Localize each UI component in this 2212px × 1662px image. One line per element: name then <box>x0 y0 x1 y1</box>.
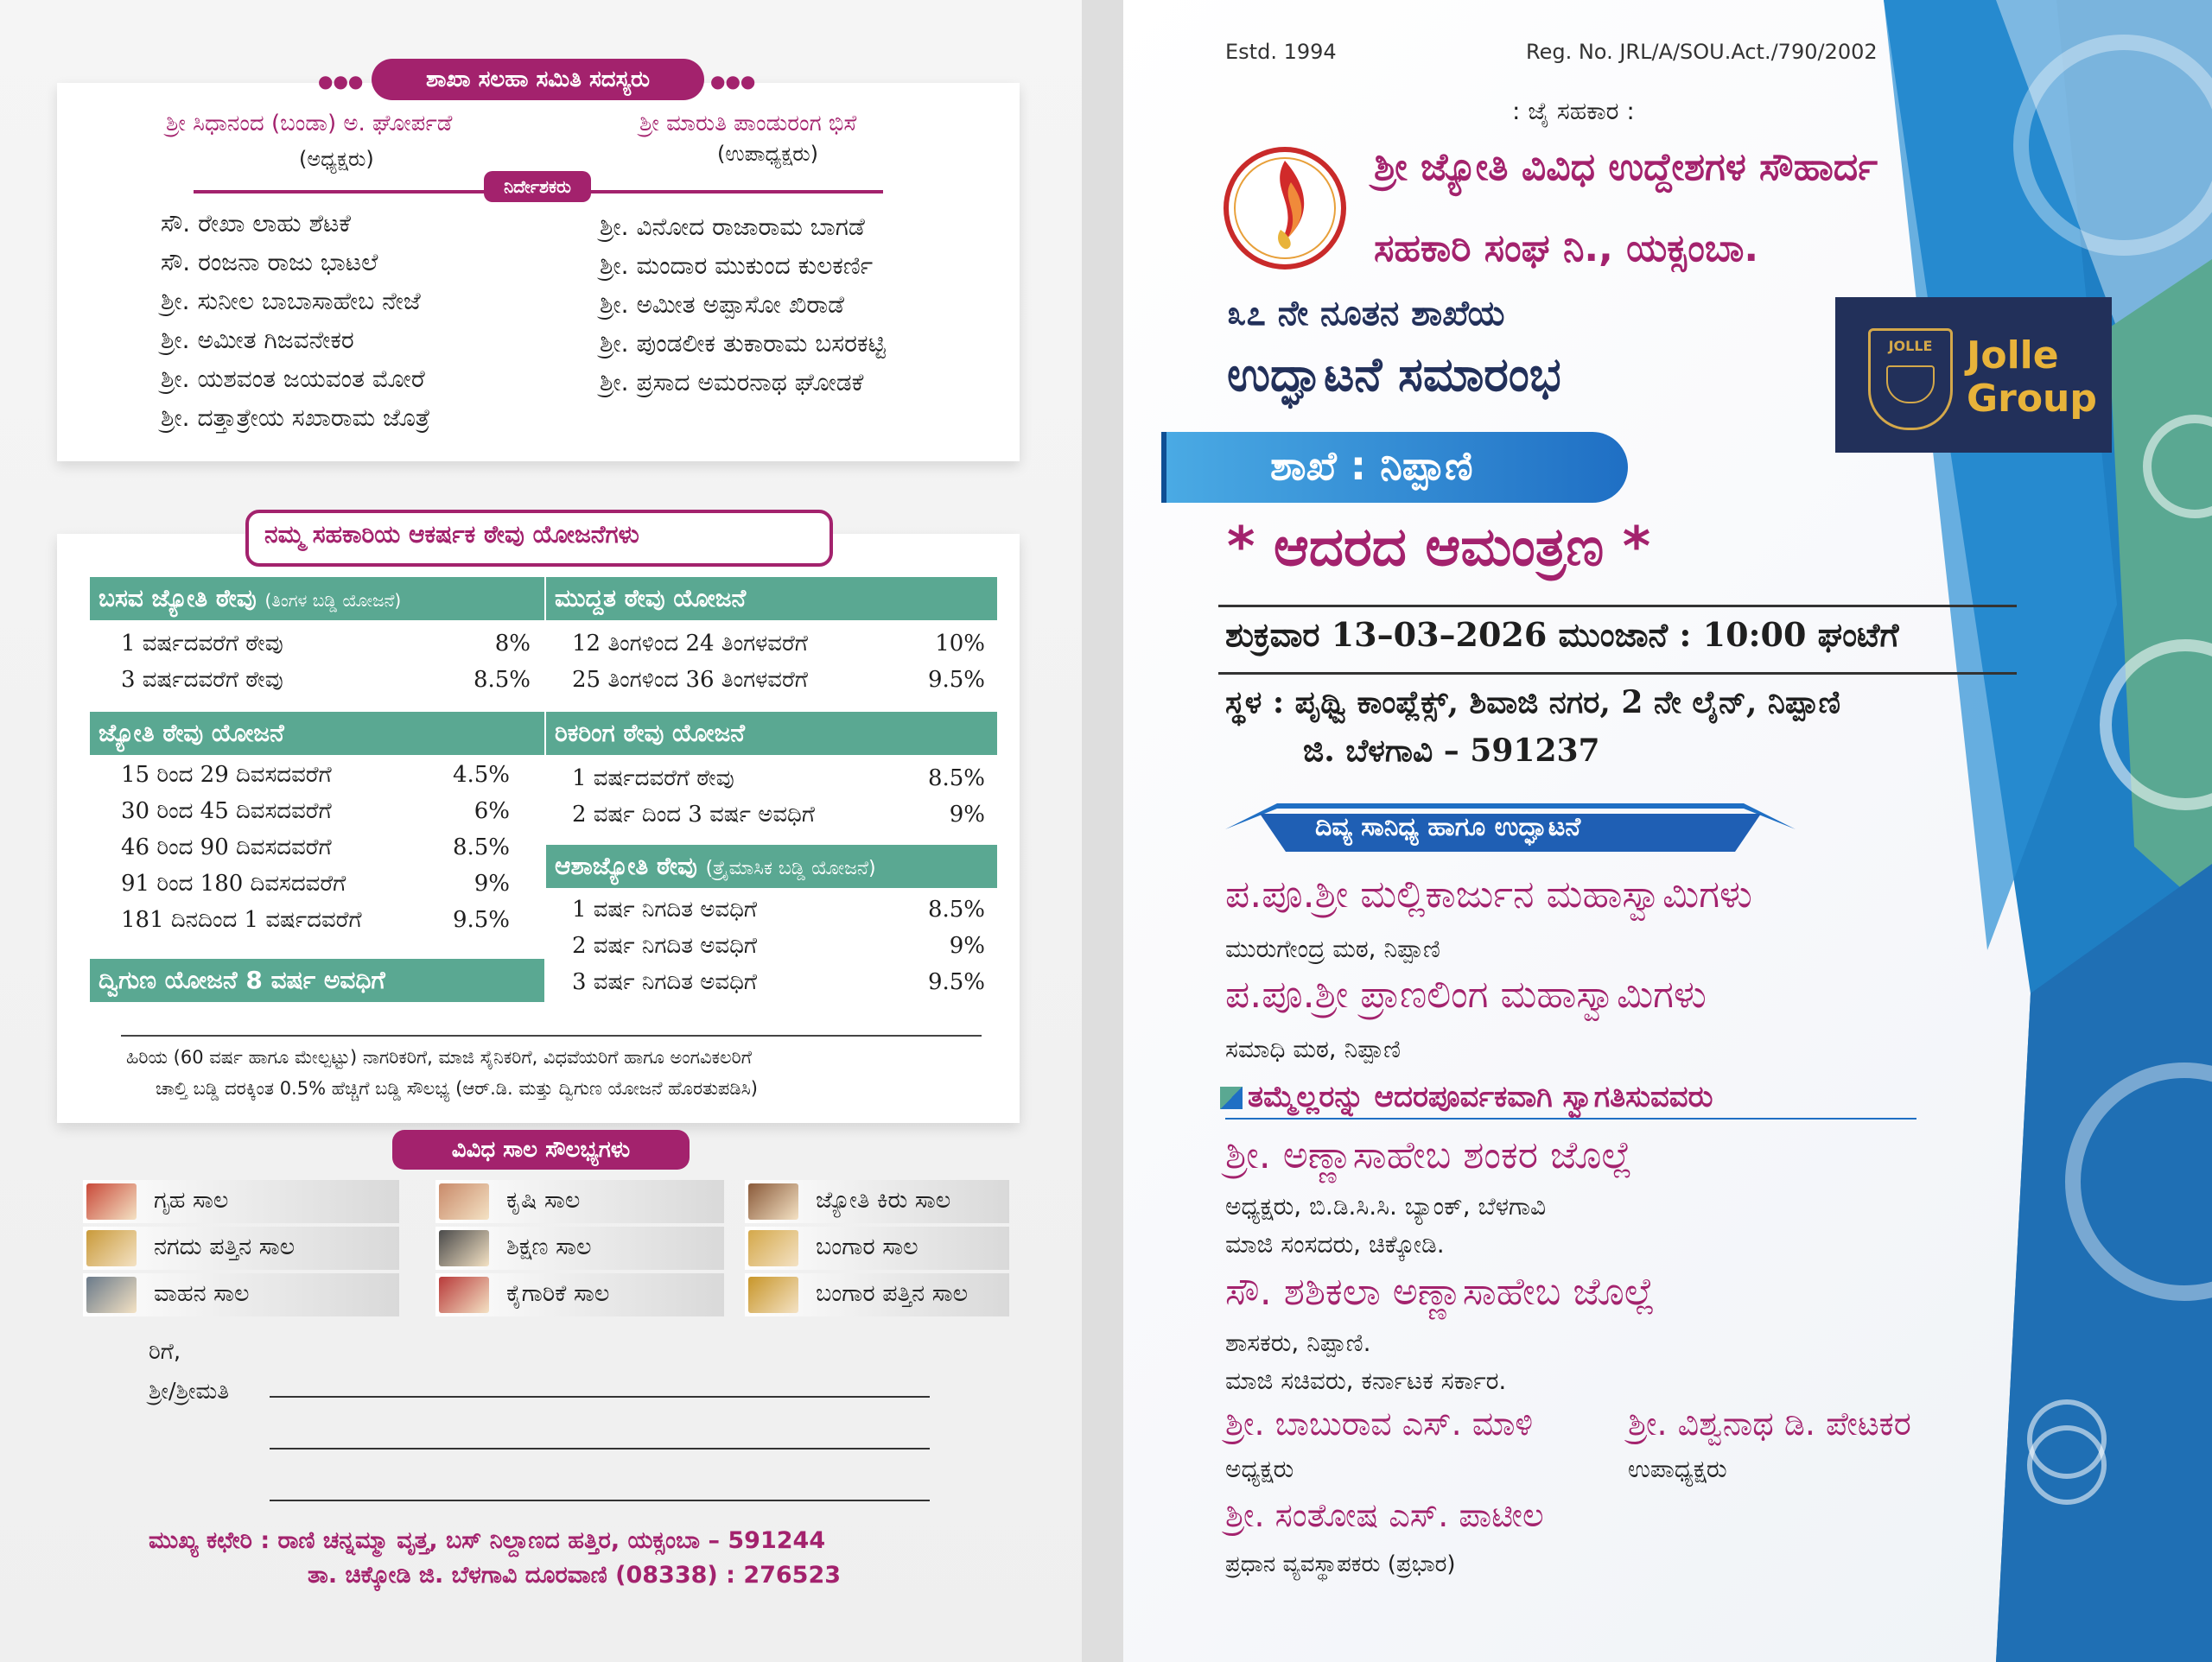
vice-president-role: (ಉಪಾಧ್ಯಕ್ಷರು) <box>717 142 818 166</box>
loan-label: ಶಿಕ್ಷಣ ಸಾಲ <box>506 1234 592 1260</box>
loan-item <box>745 1227 1009 1270</box>
basava-jyoti-title: ಬಸವ ಜ್ಯೋತಿ ಠೇವು <box>99 584 257 612</box>
deposit-term: 1 ವರ್ಷದವರೆಗೆ ಠೇವು <box>121 631 283 657</box>
host-3-name: ಶ್ರೀ. ಬಾಬುರಾವ ಎಸ್. ಮಾಳಿ <box>1225 1405 1534 1443</box>
loan-label: ಕೃಷಿ ಸಾಲ <box>506 1187 581 1214</box>
loan-label: ಬಂಗಾರ ಪತ್ತಿನ ಸಾಲ <box>816 1280 969 1307</box>
asha-jyoti-title: ಆಶಾಜ್ಯೋತಿ ಠೇವು <box>555 852 697 880</box>
president-name: ಶ್ರೀ ಸಿಧಾನಂದ (ಬಂಡಾ) ಅ. ಘೋರ್ಪಡೆ <box>166 111 453 136</box>
host-2-role-2: ಮಾಜಿ ಸಚಿವರು, ಕರ್ನಾಟಕ ಸರ್ಕಾರ. <box>1225 1367 1507 1395</box>
director-name: ಶ್ರೀ. ಅಮೀತ ಅಪ್ಪಾಸೋ ಖಿರಾಡೆ <box>600 290 845 319</box>
event-datetime: ಶುಕ್ರವಾರ 13–03–2026 ಮುಂಜಾನೆ : 10:00 ಘಂಟೆಗೆ <box>1225 615 1899 654</box>
host-4-role: ಉಪಾಧ್ಯಕ್ಷರು <box>1628 1455 1727 1483</box>
director-name: ಶ್ರೀ. ಪುಂಡಲೀಕ ತುಕಾರಾಮ ಬಸರಕಟ್ಟಿ <box>600 329 886 358</box>
loan-item <box>83 1180 399 1223</box>
deposit-rate: 8.5% <box>927 765 985 791</box>
deposit-term: 15 ರಿಂದ 29 ದಿವಸದವರೆಗೆ <box>121 762 332 788</box>
director-name: ಶ್ರೀ. ವಿನೋದ ರಾಜಾರಾಮ ಬಾಗಡೆ <box>600 213 865 241</box>
host-5-role: ಪ್ರಧಾನ ವ್ಯವಸ್ಥಾಪಕರು (ಪ್ರಭಾರ) <box>1225 1551 1456 1577</box>
guru-2-name: ಪ.ಪೂ.ಶ್ರೀ ಪ್ರಾಣಲಿಂಗ ಮಹಾಸ್ವಾಮಿಗಳು <box>1225 973 1707 1017</box>
welcome-marker-icon <box>1220 1087 1243 1109</box>
welcome-heading: ತಮ್ಮೆಲ್ಲರನ್ನು ಆದರಪೂರ್ವಕವಾಗಿ ಸ್ವಾಗತಿಸುವವರು <box>1248 1080 1713 1114</box>
director-name: ಸೌ. ರಂಜನಾ ರಾಜು ಭಾಟಲೆ <box>161 248 378 276</box>
fold-gutter <box>1082 0 1123 1662</box>
org-name-line2: ಸಹಕಾರಿ ಸಂಘ ನಿ., ಯಕ್ಸಂಬಾ. <box>1374 226 1759 270</box>
deposit-rate: 4.5% <box>452 762 510 788</box>
host-5-name: ಶ್ರೀ. ಸಂತೋಷ ಎಸ್. ಪಾಟೀಲ <box>1225 1496 1544 1534</box>
deposit-rate: 9% <box>474 871 510 897</box>
loans-title: ವಿವಿಧ ಸಾಲ ಸೌಲಭ್ಯಗಳು <box>392 1130 690 1170</box>
director-name: ಶ್ರೀ. ಸುನೀಲ ಬಾಬಾಸಾಹೇಬ ನೇಜೆ <box>161 287 421 315</box>
guru-2-place: ಸಮಾಧಿ ಮಠ, ನಿಪ್ಪಾಣಿ <box>1225 1035 1401 1063</box>
deposit-term: 1 ವರ್ಷ ನಿಗದಿತ ಅವಧಿಗೆ <box>572 897 758 923</box>
director-name: ಸೌ. ರೇಖಾ ಲಾಹು ಶೆಟಕೆ <box>161 209 351 238</box>
basava-jyoti-header <box>90 577 544 620</box>
deposit-rate: 9% <box>949 802 985 828</box>
director-name: ಶ್ರೀ. ಪ್ರಸಾದ ಅಮರನಾಥ ಘೋಡಕೆ <box>600 368 864 396</box>
org-name-line1: ಶ್ರೀ ಜ್ಯೋತಿ ವಿವಿಧ ಉದ್ದೇಶಗಳ ಸೌಹಾರ್ದ <box>1374 145 1878 189</box>
deposit-term: 25 ತಿಂಗಳಿಂದ 36 ತಿಂಗಳವರೆಗೆ <box>572 667 808 693</box>
datetime-bottom-rule <box>1218 672 2017 675</box>
deposit-rate: 8.5% <box>452 834 510 860</box>
loan-label: ಗೃಹ ಸಾಲ <box>154 1187 229 1214</box>
address-line-3 <box>270 1500 930 1501</box>
host-3-role: ಅಧ್ಯಕ್ಷರು <box>1225 1455 1294 1483</box>
senior-note-line1: ಹಿರಿಯ (60 ವರ್ಷ ಹಾಗೂ ಮೇಲ್ಪಟ್ಟು) ನಾಗರಿಕರಿಗೆ, ಮಾಜಿ ಸೈನಿಕರಿಗೆ, ವಿಧವೆಯರಿಗೆ ಹಾಗೂ ಅಂಗವಿಕಲರಿಗೆ <box>126 1047 752 1068</box>
deposit-rate: 9.5% <box>927 969 985 995</box>
jai-sahakar: : ಜೈ ಸಹಕಾರ : <box>1512 97 1635 125</box>
house-loan-icon <box>86 1183 137 1220</box>
loan-label: ನಗದು ಪತ್ತಿನ ಸಾಲ <box>154 1234 296 1260</box>
note-divider <box>121 1035 982 1037</box>
decor-circle-6 <box>2027 1425 2107 1505</box>
loan-item <box>435 1180 724 1223</box>
loan-label: ಕೈಗಾರಿಕೆ ಸಾಲ <box>506 1280 610 1307</box>
loan-label: ಜ್ಯೋತಿ ಕಿರು ಸಾಲ <box>816 1187 951 1214</box>
jolle-text-1: Jolle <box>1967 333 2059 377</box>
venue-line2: ಜಿ. ಬೆಳಗಾವಿ – 591237 <box>1303 733 1600 769</box>
host-1-role-1: ಅಧ್ಯಕ್ಷರು, ಬಿ.ಡಿ.ಸಿ.ಸಿ. ಬ್ಯಾಂಕ್, ಬೆಳಗಾವಿ <box>1225 1192 1547 1221</box>
director-name: ಶ್ರೀ. ಯಶವಂತ ಜಯವಂತ ಮೋರೆ <box>161 365 425 393</box>
guru-1-place: ಮುರುಗೇಂದ್ರ ಮಠ, ನಿಪ್ಪಾಣಿ <box>1225 935 1440 963</box>
guru-1-name: ಪ.ಪೂ.ಶ್ರೀ ಮಲ್ಲಿಕಾರ್ಜುನ ಮಹಾಸ್ವಾಮಿಗಳು <box>1225 872 1752 917</box>
address-line-1 <box>270 1396 930 1398</box>
farmer-icon <box>439 1183 489 1220</box>
pill-dots-right: ●●● <box>710 71 756 92</box>
address-salutation: ಶ್ರೀ/ಶ್ರೀಮತಿ <box>149 1379 230 1405</box>
branch-number: ೩೭ ನೇ ನೂತನ ಶಾಖೆಯ <box>1227 294 1505 333</box>
host-2-role-1: ಶಾಸಕರು, ನಿಪ್ಪಾಣಿ. <box>1225 1329 1371 1357</box>
recurring-header: ರಿಕರಿಂಗ ಠೇವು ಯೋಜನೆ <box>546 712 997 755</box>
invitation-title: * ಆದರದ ಆಮಂತ್ರಣ * <box>1227 515 1651 578</box>
deposit-term: 3 ವರ್ಷ ನಿಗದಿತ ಅವಧಿಗೆ <box>572 969 758 995</box>
branch-name: ಶಾಖೆ : ನಿಪ್ಪಾಣಿ <box>1270 442 1473 489</box>
directors-label: ನಿರ್ದೇಶಕರು <box>484 171 591 202</box>
loan-item <box>745 1180 1009 1223</box>
jyoti-header: ಜ್ಯೋತಿ ಠೇವು ಯೋಜನೆ <box>90 712 544 755</box>
head-office-line1: ಮುಖ್ಯ ಕಛೇರಿ : ರಾಣಿ ಚನ್ನಮ್ಮಾ ವೃತ್ತ, ಬಸ್ ನಿಲ್ದಾಣದ ಹತ್ತಿರ, ಯಕ್ಸಂಬಾ – 591244 <box>149 1527 826 1554</box>
loan-item <box>435 1227 724 1270</box>
divine-banner-text: ದಿವ್ಯ ಸಾನಿಧ್ಯ ಹಾಗೂ ಉದ್ಘಾಟನೆ <box>1315 812 1581 842</box>
established-year: Estd. 1994 <box>1225 40 1337 64</box>
deposit-rate: 10% <box>935 631 985 657</box>
jolle-text-2: Group <box>1967 377 2097 421</box>
director-name: ಶ್ರೀ. ದತ್ತಾತ್ರೇಯ ಸಖಾರಾಮ ಜೊತ್ರೆ <box>161 403 431 432</box>
loan-item <box>435 1273 724 1316</box>
loan-label: ಬಂಗಾರ ಸಾಲ <box>816 1234 918 1260</box>
deposit-term: 12 ತಿಂಗಳಿಂದ 24 ತಿಂಗಳವರೆಗೆ <box>572 631 808 657</box>
deposit-rate: 9.5% <box>452 907 510 933</box>
loan-item <box>83 1227 399 1270</box>
deposit-term: 46 ರಿಂದ 90 ದಿವಸದವರೆಗೆ <box>121 834 332 860</box>
jolle-badge-text: JOLLE <box>1888 338 1933 354</box>
deposits-title: ನಮ್ಮ ಸಹಕಾರಿಯ ಆಕರ್ಷಕ ಠೇವು ಯೋಜನೆಗಳು <box>264 520 639 549</box>
host-1-role-2: ಮಾಜಿ ಸಂಸದರು, ಚಿಕ್ಕೋಡಿ. <box>1225 1230 1445 1259</box>
deposit-term: 3 ವರ್ಷದವರೆಗೆ ಠೇವು <box>121 667 283 693</box>
asha-jyoti-header <box>546 845 997 888</box>
gold-loan-icon <box>748 1230 798 1266</box>
asha-jyoti-sub: (ತ್ರೈಮಾಸಿಕ ಬಡ್ಡಿ ಯೋಜನೆ) <box>705 858 876 879</box>
deposit-term: 1 ವರ್ಷದವರೆಗೆ ಠೇವು <box>572 765 734 791</box>
host-4-name: ಶ್ರೀ. ವಿಶ್ವನಾಥ ಡಿ. ಪೇಟಕರ <box>1628 1405 1911 1443</box>
jolle-shield-icon <box>1868 328 1953 430</box>
deposit-term: 91 ರಿಂದ 180 ದಿವಸದವರೆಗೆ <box>121 871 346 897</box>
jolle-group-logo <box>1835 297 2112 453</box>
director-name: ಶ್ರೀ. ಮಂದಾರ ಮುಕುಂದ ಕುಲಕರ್ಣಿ <box>600 251 874 280</box>
loan-label: ವಾಹನ ಸಾಲ <box>154 1280 250 1307</box>
car-icon <box>86 1277 137 1313</box>
graduation-icon <box>439 1230 489 1266</box>
crafts-icon <box>748 1183 798 1220</box>
double-scheme-header: ದ್ವಿಗುಣ ಯೋಜನೆ 8 ವರ್ಷ ಅವಧಿಗೆ <box>90 959 544 1002</box>
right-panel <box>1123 0 2212 1662</box>
datetime-top-rule <box>1218 605 2017 607</box>
address-to: ರಿಗೆ, <box>149 1339 181 1365</box>
deposit-rate: 8.5% <box>927 897 985 923</box>
senior-note-line2: ಚಾಲ್ತಿ ಬಡ್ಡಿ ದರಕ್ಕಿಂತ 0.5% ಹೆಚ್ಚಿಗೆ ಬಡ್ಡಿ ಸೌಲಭ್ಯ (ಆರ್.ಡಿ. ಮತ್ತು ದ್ವಿಗುಣ ಯೋಜನೆ ಹೊರತುಪಡಿಸಿ) <box>156 1078 758 1099</box>
host-1-name: ಶ್ರೀ. ಅಣ್ಣಾಸಾಹೇಬ ಶಂಕರ ಜೊಲ್ಲೆ <box>1225 1133 1632 1177</box>
loan-item <box>745 1273 1009 1316</box>
deposit-term: 181 ದಿನದಿಂದ 1 ವರ್ಷದವರೆಗೆ <box>121 907 362 933</box>
vice-president-name: ಶ್ರೀ ಮಾರುತಿ ಪಾಂಡುರಂಗ ಭಿಸೆ <box>639 111 857 136</box>
deposit-rate: 9% <box>949 933 985 959</box>
deposit-term: 2 ವರ್ಷ ನಿಗದಿತ ಅವಧಿಗೆ <box>572 933 758 959</box>
registration-number: Reg. No. JRL/A/SOU.Act./790/2002 <box>1526 40 1878 64</box>
left-panel <box>0 0 1082 1662</box>
address-line-2 <box>270 1448 930 1449</box>
head-office-line2: ತಾ. ಚಿಕ್ಕೋಡಿ ಜಿ. ಬೆಳಗಾವಿ ದೂರವಾಣಿ (08338) : 276523 <box>308 1562 842 1589</box>
deposit-term: 2 ವರ್ಷ ದಿಂದ 3 ವರ್ಷ ಅವಧಿಗೆ <box>572 802 815 828</box>
basava-jyoti-sub: (ತಿಂಗಳ ಬಡ್ಡಿ ಯೋಜನೆ) <box>264 590 402 611</box>
welcome-rule <box>1225 1118 1916 1120</box>
deposit-term: 30 ರಿಂದ 45 ದಿವಸದವರೆಗೆ <box>121 798 332 824</box>
deposit-rate: 8% <box>494 631 531 657</box>
muddata-header: ಮುದ್ದತ ಠೇವು ಯೋಜನೆ <box>546 577 997 620</box>
president-role: (ಅಧ್ಯಕ್ಷರು) <box>299 147 374 171</box>
flame-logo-icon <box>1220 143 1350 273</box>
industry-icon <box>439 1277 489 1313</box>
venue-line1: ಸ್ಥಳ : ಪೃಥ್ವಿ ಕಾಂಪ್ಲೆಕ್ಸ್, ಶಿವಾಜಿ ನಗರ, 2 ನೇ ಲೈನ್, ನಿಪ್ಪಾಣಿ <box>1225 684 1840 720</box>
host-2-name: ಸೌ. ಶಶಿಕಲಾ ಅಣ್ಣಾಸಾಹೇಬ ಜೊಲ್ಲೆ <box>1225 1270 1656 1314</box>
deposit-rate: 6% <box>474 798 510 824</box>
director-name: ಶ್ರೀ. ಅಮೀತ ಗಿಜವನೇಕರ <box>161 326 354 354</box>
deposit-rate: 9.5% <box>927 667 985 693</box>
loan-item <box>83 1273 399 1316</box>
committee-title: ಶಾಖಾ ಸಲಹಾ ಸಮಿತಿ ಸದಸ್ಯರು <box>372 59 704 100</box>
deposit-rate: 8.5% <box>473 667 531 693</box>
gold-bars-icon <box>748 1277 798 1313</box>
pill-dots-left: ●●● <box>318 71 364 92</box>
growth-chart-icon <box>86 1230 137 1266</box>
ceremony-title: ಉದ್ಘಾಟನೆ ಸಮಾರಂಭ <box>1227 347 1561 402</box>
